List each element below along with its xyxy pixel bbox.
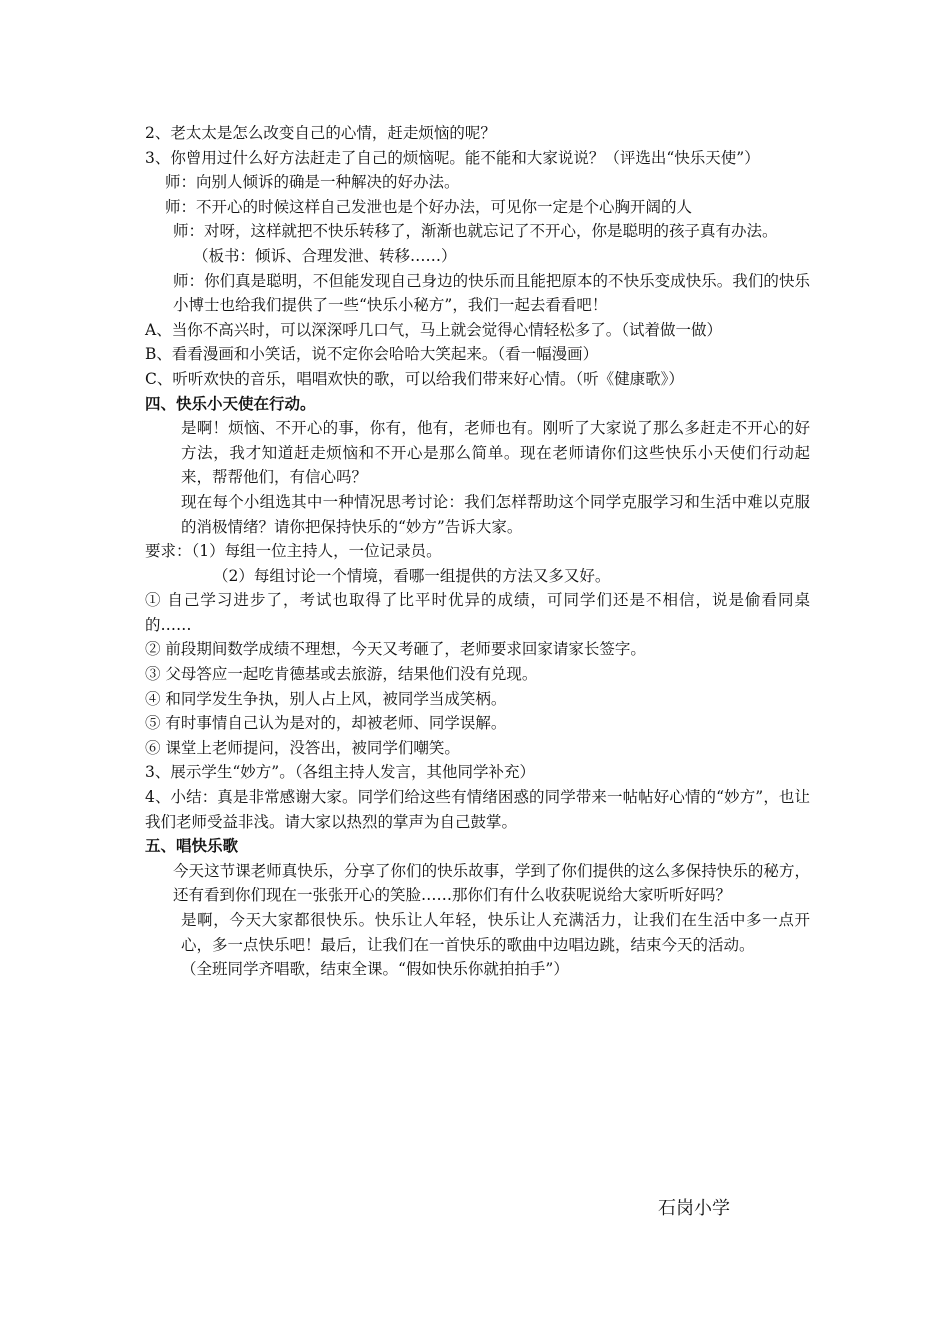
section-5-paragraph-1: 今天这节课老师真快乐，分享了你们的快乐故事，学到了你们提供的这么多保持快乐的秘方，还有看到你们现在一张张开心的笑脸……那你们有什么收获呢说给大家听听好吗？	[173, 861, 810, 905]
question-2: 2、老太太是怎么改变自己的心情，赶走烦恼的呢？	[145, 124, 496, 142]
section-4-heading: 四、快乐小天使在行动。	[145, 394, 316, 413]
situation-2: ② 前段期间数学成绩不理想，今天又考砸了，老师要求回家请家长签字。	[145, 640, 646, 659]
closing-note: （全班同学齐唱歌，结束全课。“假如快乐你就拍拍手”）	[181, 960, 569, 979]
section-5-paragraph-2: 是啊，今天大家都很快乐。快乐让人年轻，快乐让人充满活力，让我们在生活中多一点开心，多一点快乐吧！最后，让我们在一首快乐的歌曲中边唱边跳，结束今天的活动。	[181, 911, 810, 954]
situation-6: ⑥ 课堂上老师提问，没答出，被同学们嘲笑。	[145, 738, 460, 757]
teacher-remark-2: 师：不开心的时候这样自己发泄也是个好办法，可见你一定是个心胸开阔的人	[165, 197, 693, 216]
tip-c: C、听听欢快的音乐，唱唱欢快的歌，可以给我们带来好心情。（听《健康歌》）	[145, 369, 684, 388]
tip-a: A、当你不高兴时，可以深深呼几口气，马上就会觉得心情轻松多了。（试着做一做）	[145, 320, 722, 339]
blackboard-note: （板书：倾诉、合理发泄、转移……）	[193, 246, 457, 265]
teacher-remark-4: 师：你们真是聪明，不但能发现自己身边的快乐而且能把原本的不快乐变成快乐。我们的快乐小博士也给我们提供了一些“快乐小秘方”，我们一起去看看吧！	[173, 271, 810, 315]
requirement-1: 要求：（1）每组一位主持人，一位记录员。	[145, 542, 442, 561]
requirement-2: （2）每组讨论一个情境，看哪一组提供的方法又多又好。	[213, 566, 611, 585]
section-4-paragraph-2: 现在每个小组选其中一种情况思考讨论：我们怎样帮助这个同学克服学习和生活中难以克服的消极情绪？请你把保持快乐的“妙方”告诉大家。	[181, 492, 810, 536]
question-3: 3、你曾用过什么好方法赶走了自己的烦恼呢。能不能和大家说说？（评选出“快乐天使”）	[145, 148, 760, 167]
school-signature: 石岗小学	[658, 1198, 730, 1219]
tip-b: B、看看漫画和小笑话，说不定你会哈哈大笑起来。（看一幅漫画）	[145, 345, 599, 364]
teacher-remark-3: 师：对呀，这样就把不快乐转移了，渐渐也就忘记了不开心，你是聪明的孩子真有办法。	[173, 222, 778, 241]
section-5-heading: 五、唱快乐歌	[145, 837, 239, 856]
situation-3: ③ 父母答应一起吃肯德基或去旅游，结果他们没有兑现。	[145, 665, 538, 684]
document-body	[145, 121, 810, 982]
step-4-summary: 4、小结：真是非常感谢大家。同学们给这些有情绪困惑的同学带来一帖帖好心情的“妙方”，也让我们老师受益非浅。请大家以热烈的掌声为自己鼓掌。	[145, 788, 810, 831]
situation-1: ① 自己学习进步了，考试也取得了比平时优异的成绩，可同学们还是不相信，说是偷看同桌的……	[145, 591, 810, 634]
teacher-remark-1: 师：向别人倾诉的确是一种解决的好办法。	[165, 173, 460, 192]
situation-4: ④ 和同学发生争执，别人占上风，被同学当成笑柄。	[145, 689, 507, 708]
step-3: 3、展示学生“妙方”。（各组主持人发言，其他同学补充）	[145, 763, 535, 782]
situation-5: ⑤ 有时事情自己认为是对的，却被老师、同学误解。	[145, 714, 507, 733]
section-4-paragraph-1: 是啊！烦恼、不开心的事，你有，他有，老师也有。刚听了大家说了那么多赶走不开心的好方法，我才知道赶走烦恼和不开心是那么简单。现在老师请你们这些快乐小天使们行动起来，帮帮他们，有信心吗？	[181, 419, 810, 487]
